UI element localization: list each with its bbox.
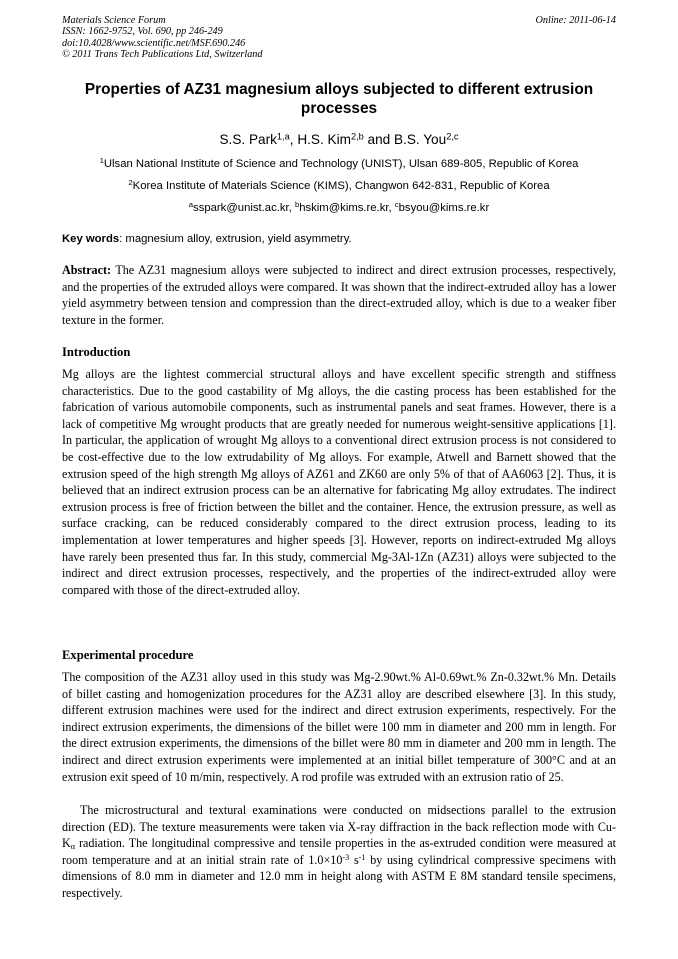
- paper-title: Properties of AZ31 magnesium alloys subjected to different extrusion processes: [84, 81, 594, 117]
- journal-header: [62, 15, 616, 61]
- email-mark: c: [394, 200, 399, 210]
- author-list: [62, 131, 616, 149]
- author-separator: and: [363, 132, 395, 147]
- abstract-label: Abstract:: [62, 263, 112, 277]
- affiliation-mark: 2: [128, 178, 133, 188]
- email-link[interactable]: bsyou@kims.re.kr: [398, 202, 490, 214]
- email-separator: ,: [388, 202, 395, 214]
- experimental-text: The microstructural and textural examinations were conducted on midsections parallel to the extrusion direction (ED). The texture measurements were taken via X-ray diffraction in the back reflection mode with Cu-K: [62, 803, 616, 851]
- journal-name: Materials Science Forum: [62, 15, 166, 26]
- exponent: -3: [342, 852, 350, 862]
- author-name: B.S. You: [394, 132, 447, 147]
- affiliation-1: [62, 157, 616, 171]
- keywords-label: Key words: [62, 233, 120, 245]
- email-separator: ,: [288, 202, 295, 214]
- exponent: -1: [358, 852, 366, 862]
- journal-copyright: © 2011 Trans Tech Publications Ltd, Switzerland: [62, 49, 263, 61]
- affiliation-text: Ulsan National Institute of Science and Technology (UNIST), Ulsan 689-805, Republic of Korea: [103, 158, 579, 170]
- k-alpha-subscript: α: [70, 842, 76, 852]
- experimental-text: s: [349, 852, 359, 867]
- introduction-heading: Introduction: [62, 345, 131, 359]
- author-separator: ,: [289, 132, 298, 147]
- author-name: H.S. Kim: [297, 132, 351, 147]
- experimental-paragraph-2: [62, 802, 616, 902]
- experimental-text: radiation. The longitudinal compressive and tensile properties in the as-extruded condition were measured at room temperature and at an initial strain rate of 1.0×10: [62, 836, 616, 867]
- experimental-heading: Experimental procedure: [62, 648, 194, 662]
- keywords-text: : magnesium alloy, extrusion, yield asymmetry.: [119, 233, 352, 245]
- affiliation-2: [62, 179, 616, 193]
- email-mark: a: [188, 200, 194, 210]
- abstract: [62, 262, 616, 328]
- affiliation-text: Korea Institute of Materials Science (KIMS), Changwon 642-831, Republic of Korea: [132, 180, 550, 192]
- email-list: [62, 201, 616, 215]
- author-affiliation-mark: 1,a: [276, 131, 290, 142]
- introduction-paragraph: Mg alloys are the lightest commercial structural alloys and have excellent specific strength and stiffness characteristics. Due to the good castability of Mg alloys, the die casting process has been established for the fabrication of various automobile components, such as instrumental panels and seat frames. However, there is a lack of competitive Mg wrought products that are greatly needed for numerous weight-sensitive applications [1]. In particular, the application of wrought Mg alloys to a conventional direct extrusion process is not considered to be cost-effective due to the low extrudability of Mg alloys. For example, Atwell and Barnett showed that the extrusion speed of the high strength Mg alloys of AZ61 and ZK60 are only 5% of that of AA6063 [2]. Thus, it is believed that an indirect extrusion process can be an alternative for fabricating Mg alloy extrudates. The indirect extrusion process is free of friction between the billet and the container. Hence, the extrusion pressure, as well as surface cracking, can be reduced considerably compared to the direct extrusion process, leading to its implementation at lower temperatures and higher speeds [3]. However, reports on indirect-extruded Mg alloys have rarely been presented thus far. In this study, commercial Mg-3Al-1Zn (AZ31) alloys were subjected to the indirect and direct extrusion processes, respectively, and the properties of the indirect-extruded alloy were compared with those of the direct-extruded alloy.: [62, 367, 616, 597]
- journal-issn: ISSN: 1662-9752, Vol. 690, pp 246-249: [62, 26, 223, 38]
- email-link[interactable]: sspark@unist.ac.kr: [193, 202, 289, 214]
- online-date: Online: 2011-06-14: [535, 15, 616, 26]
- affiliation-mark: 1: [99, 156, 104, 166]
- keywords: [62, 232, 616, 246]
- author-affiliation-mark: 2,b: [350, 131, 364, 142]
- author-name: S.S. Park: [219, 132, 277, 147]
- email-link[interactable]: hskim@kims.re.kr: [299, 202, 389, 214]
- abstract-text: The AZ31 magnesium alloys were subjected to indirect and direct extrusion processes, respectively, and the properties of the extruded alloys were compared. It was shown that the indirect-extruded alloy has a lower yield asymmetry between tension and compression than the direct-extruded alloy, which is due to a weaker fiber texture in the former.: [62, 263, 616, 327]
- experimental-text: by using cylindrical compressive specimens with dimensions of 8.0 mm in diameter and 12.0 mm in height along with ASTM E 8M standard tensile specimens, respectively.: [62, 852, 617, 900]
- journal-doi[interactable]: doi:10.4028/www.scientific.net/MSF.690.246: [62, 37, 246, 49]
- email-mark: b: [294, 200, 300, 210]
- experimental-paragraph-1: The composition of the AZ31 alloy used in this study was Mg-2.90wt.% Al-0.69wt.% Zn-0.32wt.% Mn. Details of billet casting and homogenization procedures for the AZ31 alloy are described elsewhere [3]. In this study, different extrusion machines were used for the indirect and direct extrusion experiments, respectively. For the indirect extrusion experiments, the dimensions of the billet were 100 mm in diameter and 200 mm in length. For the direct extrusion experiments, the dimensions of the billet were 80 mm in diameter and 200 mm in length. The indirect and direct extrusion experiments were implemented at an initial billet temperature of 300°C and at an extrusion exit speed of 10 m/min, respectively. A rod profile was extruded with an extrusion ratio of 25.: [62, 670, 616, 784]
- author-affiliation-mark: 2,c: [446, 131, 459, 142]
